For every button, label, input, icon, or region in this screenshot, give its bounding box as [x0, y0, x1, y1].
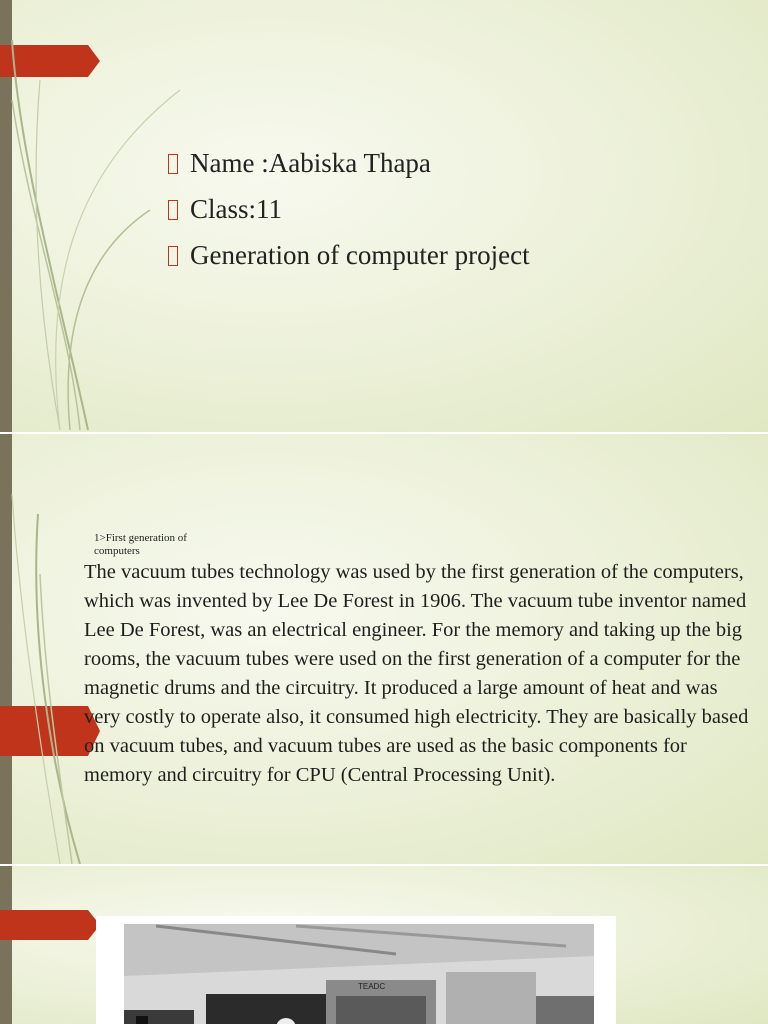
- bullet-text: Class:11: [190, 194, 283, 224]
- left-accent-bar: [0, 866, 12, 1024]
- bullet-item-project: [168, 232, 530, 278]
- bullet-icon: [168, 200, 178, 220]
- slide-heading: 1>First generation of computers: [94, 532, 187, 557]
- slide-1: [0, 0, 768, 432]
- bullet-text: Generation of computer project: [190, 240, 530, 270]
- slide-2: [0, 434, 768, 864]
- bullet-icon: [168, 246, 178, 266]
- bullet-item-class: [168, 186, 530, 232]
- red-arrow-tab: [0, 910, 100, 940]
- photo-image: [96, 916, 616, 1024]
- slide-3: [0, 866, 768, 1024]
- bullet-text: Name :Aabiska Thapa: [190, 148, 431, 178]
- computer-room-photo: [96, 916, 616, 1024]
- slide-body-text: The vacuum tubes technology was used by the first generation of the computers, which was invented by Lee De Forest in 1906. The vacuum tube inventor named Lee De Forest, was an electrical engineer. For the memory and taking up the big rooms, the vacuum tubes were used on the first generation of a computer for the magnetic drums and the circuitry. It produced a large amount of heat and was very costly to operate also, it consumed high electricity. They are basically based on vacuum tubes, and vacuum tubes are used as the basic components for memory and circuitry for CPU (Central Processing Unit).: [84, 561, 749, 786]
- intro-bullet-list: [168, 140, 530, 278]
- bullet-item-name: [168, 140, 530, 186]
- bullet-icon: [168, 154, 178, 174]
- photo-label: TEADC: [358, 982, 386, 991]
